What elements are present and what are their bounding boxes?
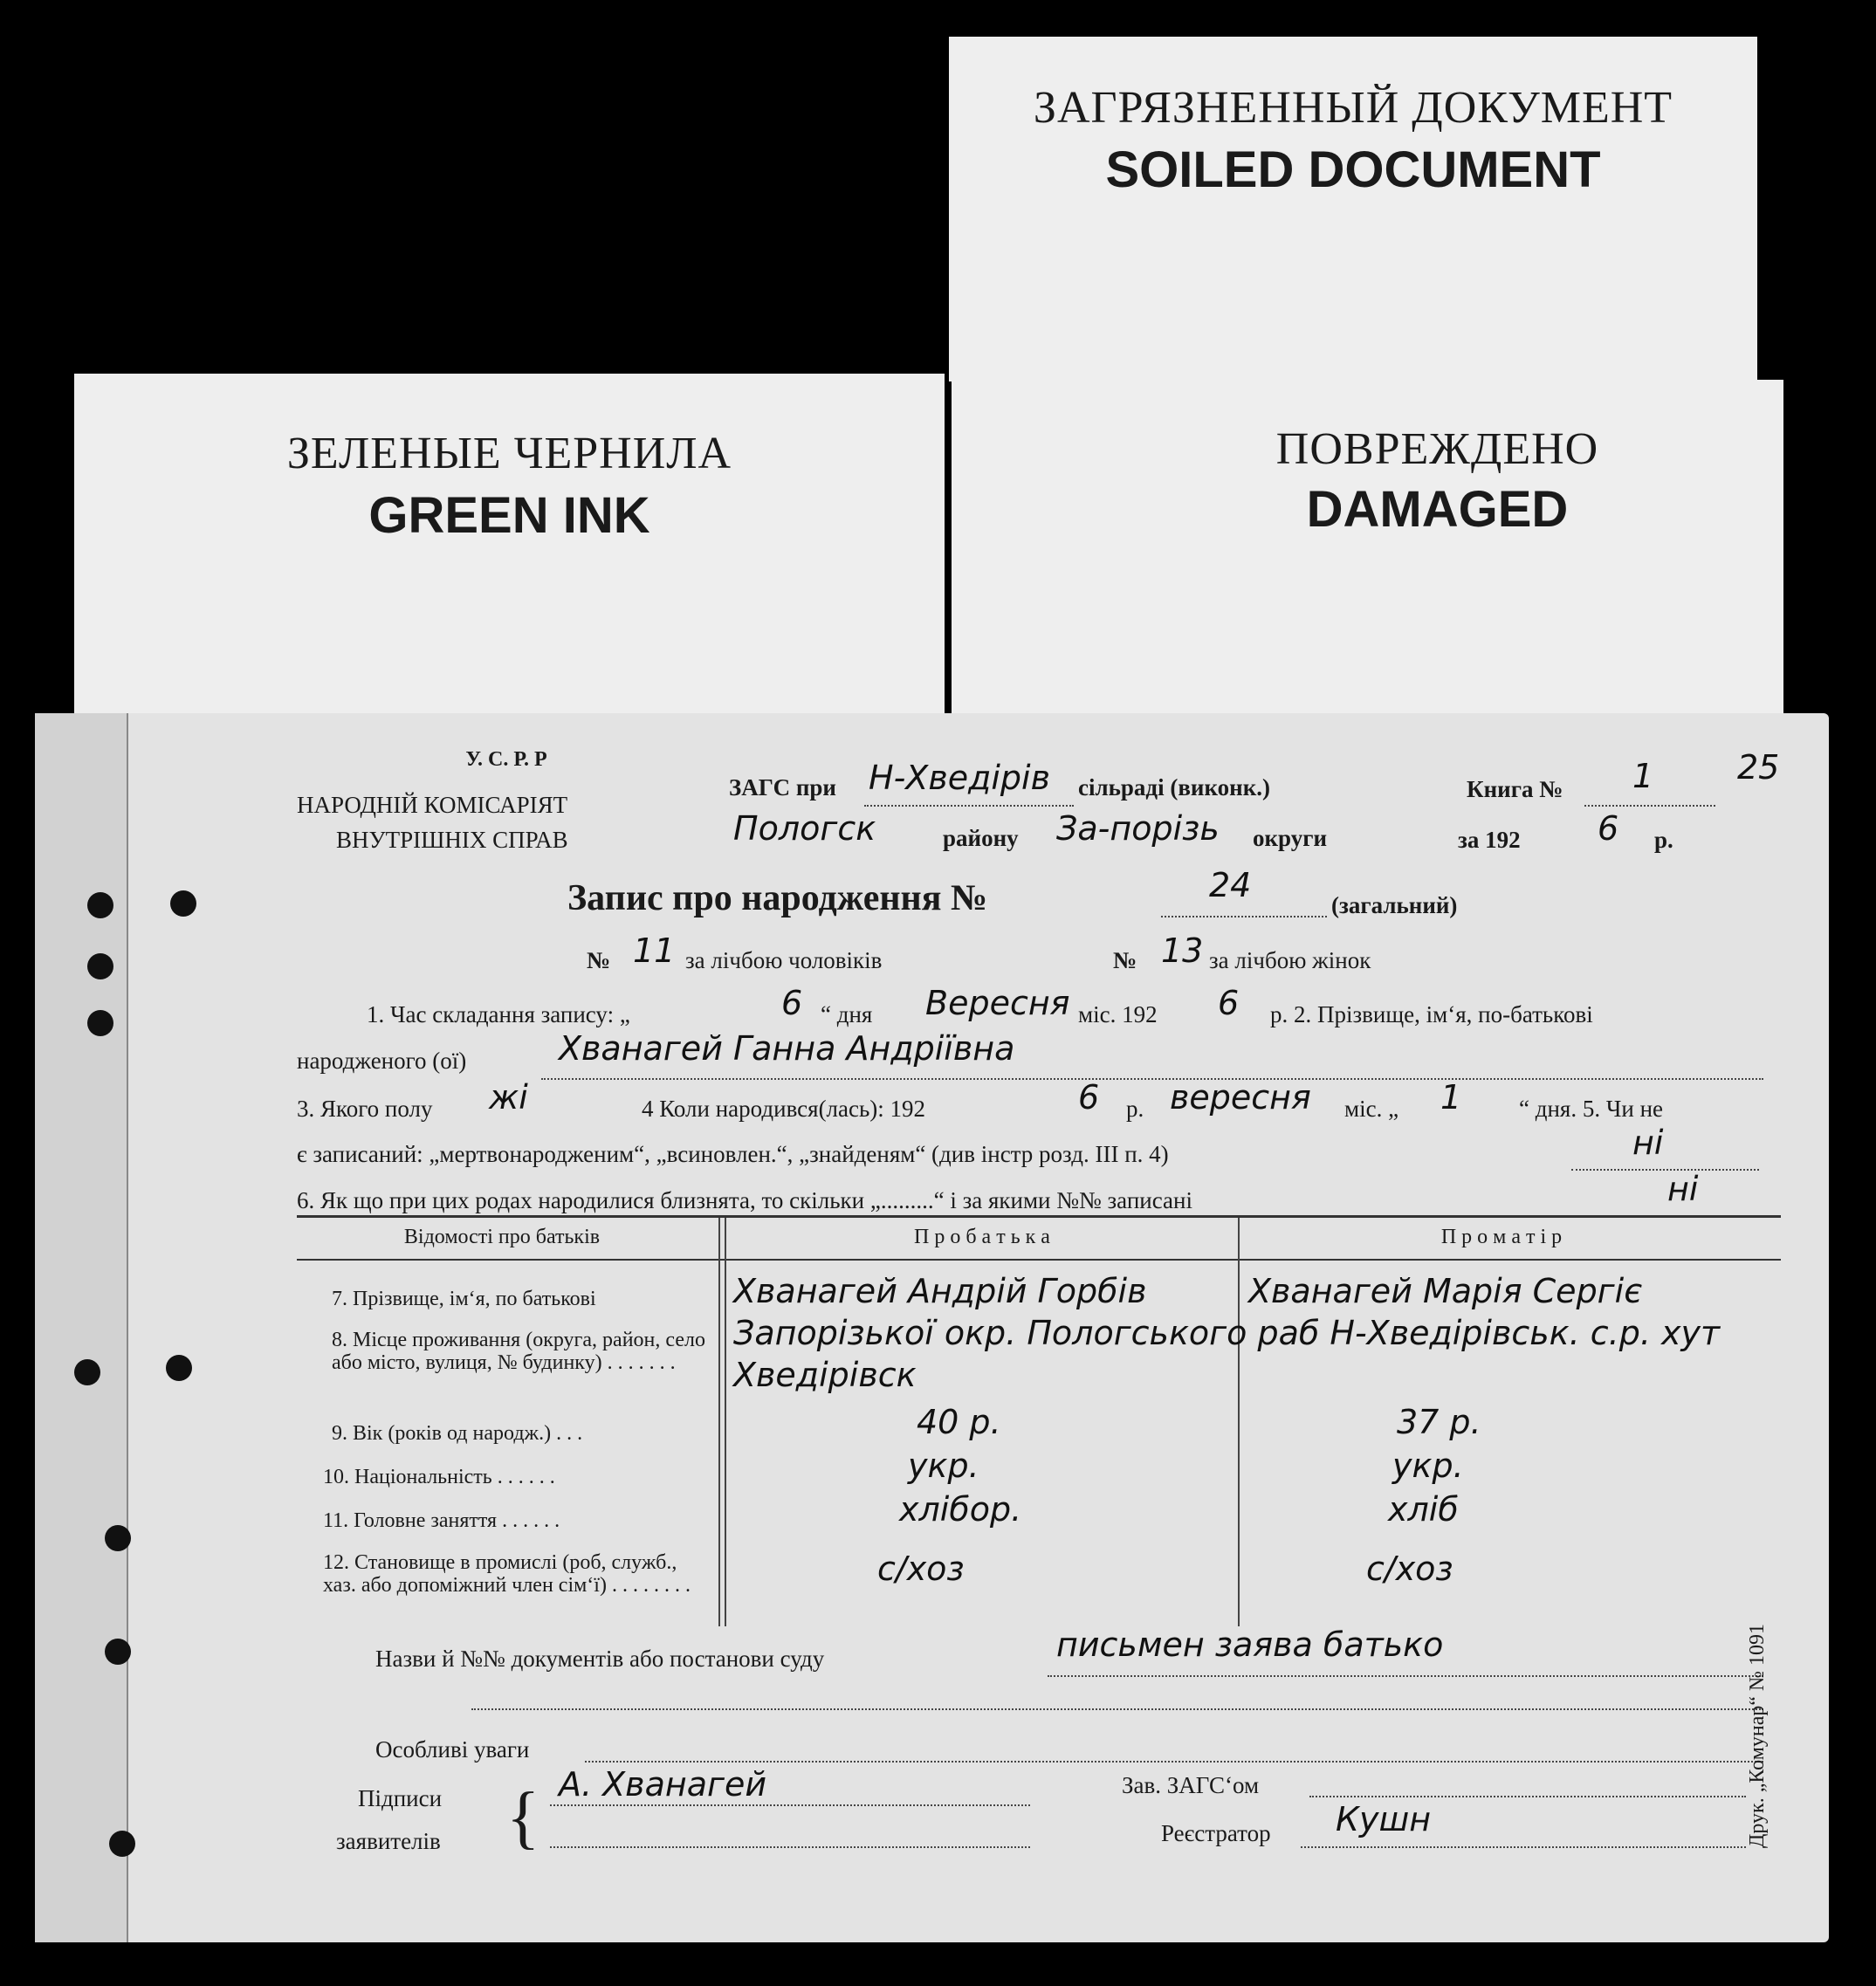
female-prefix: № bbox=[1113, 947, 1137, 973]
father-age-value: 40 р. bbox=[917, 1403, 1001, 1441]
republic-heading: У. С. Р. Р bbox=[465, 748, 547, 771]
row10-label: 10. Національність . . . . . . bbox=[323, 1466, 555, 1488]
binding-spine bbox=[35, 713, 128, 1942]
row11-label: 11. Головне заняття . . . . . . bbox=[323, 1509, 560, 1532]
punch-hole bbox=[87, 892, 113, 918]
zags-prefix: ЗАГС при bbox=[729, 774, 836, 801]
head-signature-line bbox=[1309, 1796, 1746, 1797]
male-count-value: 11 bbox=[633, 931, 676, 970]
male-count-label: за лічбою чоловіків bbox=[685, 947, 883, 973]
line5-label: 6. Як що при цих родах народилися близнята, то скільки „.........“ і за якими №№ записані bbox=[297, 1187, 1192, 1213]
soiled-document-label bbox=[949, 37, 1757, 381]
line1-part-b: “ дня bbox=[821, 1001, 873, 1027]
line4-label: є записаний: „мертвонародженим“, „всиновлен.“, „знайденям“ (див інстр розд. III п. 4) bbox=[297, 1141, 1169, 1167]
mother-occupation-value: хліб bbox=[1388, 1490, 1459, 1529]
punch-hole bbox=[105, 1639, 131, 1665]
birth-record-form bbox=[35, 713, 1829, 1942]
signatures-label-1: Підписи bbox=[358, 1785, 443, 1811]
line5-value: ні bbox=[1667, 1170, 1699, 1208]
record-title: Запис про народження № bbox=[567, 878, 988, 918]
mother-nationality-value: укр. bbox=[1392, 1447, 1464, 1485]
raion-label: району bbox=[943, 825, 1019, 851]
row12-label: 12. Становище в промислі (роб, служб., хаз. або допоміжний член сім‘ї) . . . . . . . . bbox=[323, 1551, 691, 1597]
damaged-label bbox=[952, 380, 1783, 720]
child-name-value: Хванагей Ганна Андріївна bbox=[559, 1029, 1015, 1068]
sex-value: жі bbox=[489, 1078, 528, 1117]
row7-label: 7. Прізвище, ім‘я, по батькові bbox=[332, 1288, 596, 1310]
book-value: 1 bbox=[1632, 757, 1654, 795]
birth-day-value: 1 bbox=[1440, 1078, 1462, 1117]
line3-part-e: “ дня. 5. Чи не bbox=[1519, 1096, 1664, 1122]
record-number: 24 bbox=[1209, 866, 1252, 904]
row9-label: 9. Вік (років од народж.) . . . bbox=[332, 1422, 583, 1445]
record-number-underline bbox=[1161, 916, 1327, 917]
zags-value: Н-Хведірів bbox=[869, 759, 1050, 797]
green-ink-label bbox=[74, 374, 945, 740]
signatures-label-2: заявителів bbox=[336, 1828, 441, 1854]
punch-hole bbox=[109, 1831, 135, 1857]
damaged-label-ru: ПОВРЕЖДЕНО bbox=[1275, 424, 1599, 474]
green-ink-label-ru: ЗЕЛЕНЫЕ ЧЕРНИЛА bbox=[286, 429, 732, 478]
soiled-label-ru: ЗАГРЯЗНЕННЫЙ ДОКУМЕНТ bbox=[1033, 83, 1673, 133]
raion-value: Пологск bbox=[733, 809, 876, 848]
silradi-label: сільраді (виконк.) bbox=[1078, 774, 1271, 801]
documents-value: письмен заява батько bbox=[1056, 1625, 1444, 1664]
head-label: Зав. ЗАГС‘ом bbox=[1122, 1772, 1260, 1798]
documents-second-line bbox=[471, 1708, 1763, 1710]
col-header-father: П р о б а т ь к а bbox=[914, 1226, 1050, 1248]
birth-month-value: вересня bbox=[1170, 1078, 1311, 1117]
father-nationality-value: укр. bbox=[908, 1447, 979, 1485]
year-value: 6 bbox=[1598, 809, 1619, 848]
line3-part-b: 4 Коли народився(лась): 192 bbox=[642, 1096, 926, 1122]
okruga-label: округи bbox=[1253, 825, 1328, 851]
line1-part-c: міс. 192 bbox=[1078, 1001, 1158, 1027]
punch-hole bbox=[105, 1525, 131, 1551]
commissariat-line-1: НАРОДНІЙ КОМІСАРІЯТ bbox=[297, 792, 568, 818]
table-divider bbox=[725, 1218, 726, 1626]
col-header-mother: П р о м а т і р bbox=[1440, 1226, 1563, 1248]
punch-hole bbox=[166, 1355, 192, 1381]
line3-part-c: р. bbox=[1126, 1096, 1144, 1122]
applicant-signature-line-2 bbox=[550, 1846, 1030, 1848]
col-header-info: Відомості про батьків bbox=[403, 1226, 601, 1248]
father-occupation-value: хлібор. bbox=[899, 1490, 1022, 1529]
commissariat-line-2: ВНУТРІШНІХ СПРАВ bbox=[336, 827, 568, 853]
table-top-rule bbox=[297, 1215, 1781, 1218]
table-divider bbox=[718, 1218, 720, 1626]
line3-part-a: 3. Якого полу bbox=[297, 1096, 433, 1122]
father-name-value: Хванагей Андрій Горбів bbox=[733, 1272, 1147, 1310]
table-header-rule bbox=[297, 1259, 1781, 1261]
residence-value: Запорізької окр. Пологського раб Н-Хведірівськ. с.р. хут Хведірівск bbox=[733, 1314, 1721, 1394]
damaged-label-en: DAMAGED bbox=[1306, 481, 1569, 538]
year-suffix: р. bbox=[1654, 827, 1673, 853]
registrar-label: Реєстратор bbox=[1161, 1820, 1271, 1846]
father-status-value: с/хоз bbox=[877, 1550, 965, 1588]
female-count-value: 13 bbox=[1161, 931, 1204, 970]
book-label: Книга № bbox=[1467, 776, 1563, 802]
year-label: за 192 bbox=[1458, 827, 1521, 853]
punch-hole bbox=[170, 890, 196, 917]
signature-brace: { bbox=[506, 1779, 540, 1856]
documents-underline bbox=[1048, 1675, 1763, 1677]
row8-label: 8. Місце проживання (округа, район, село або місто, вулиця, № будинку) . . . . . . . bbox=[332, 1329, 705, 1374]
child-name-underline bbox=[541, 1078, 1763, 1080]
birth-year-value: 6 bbox=[1078, 1078, 1100, 1117]
record-year-value: 6 bbox=[1218, 984, 1240, 1022]
line2-label: народженого (ої) bbox=[297, 1048, 467, 1074]
registrar-signature: Кушн bbox=[1336, 1800, 1432, 1838]
okruga-value: За-порізь bbox=[1056, 809, 1220, 848]
record-general: (загальний) bbox=[1331, 892, 1458, 918]
line3-part-d: міс. „ bbox=[1344, 1096, 1399, 1122]
notes-underline bbox=[585, 1761, 1763, 1763]
zags-underline bbox=[864, 805, 1074, 807]
registrar-signature-line bbox=[1301, 1846, 1746, 1848]
male-prefix: № bbox=[587, 947, 611, 973]
record-day-value: 6 bbox=[781, 984, 803, 1022]
mother-age-value: 37 р. bbox=[1397, 1403, 1481, 1441]
line1-part-d: р. 2. Прізвище, ім‘я, по-батькові bbox=[1270, 1001, 1593, 1027]
applicant-signature-line-1 bbox=[550, 1804, 1030, 1806]
punch-hole bbox=[87, 1010, 113, 1036]
applicant-signature: А. Хванагей bbox=[559, 1765, 767, 1804]
green-ink-label-en: GREEN INK bbox=[368, 487, 650, 544]
punch-hole bbox=[87, 953, 113, 979]
documents-label: Назви й №№ документів або постанови суду bbox=[375, 1646, 825, 1672]
book-extra: 25 bbox=[1737, 748, 1780, 787]
record-month-value: Вересня bbox=[925, 984, 1070, 1022]
line4-underline bbox=[1571, 1169, 1759, 1171]
printer-mark: Друк. „Комунар“ № 1091 bbox=[1746, 1624, 1769, 1848]
female-count-label: за лічбою жінок bbox=[1209, 947, 1371, 973]
notes-label: Особливі уваги bbox=[375, 1736, 530, 1763]
line1-part-a: 1. Час складання запису: „ bbox=[367, 1001, 630, 1027]
mother-status-value: с/хоз bbox=[1366, 1550, 1453, 1588]
punch-hole bbox=[74, 1359, 100, 1385]
mother-name-value: Хванагей Марія Сергіє bbox=[1248, 1272, 1643, 1310]
book-underline bbox=[1584, 805, 1715, 807]
soiled-label-en: SOILED DOCUMENT bbox=[1105, 141, 1601, 198]
line4-value: ні bbox=[1632, 1124, 1664, 1162]
table-divider bbox=[1238, 1218, 1240, 1626]
